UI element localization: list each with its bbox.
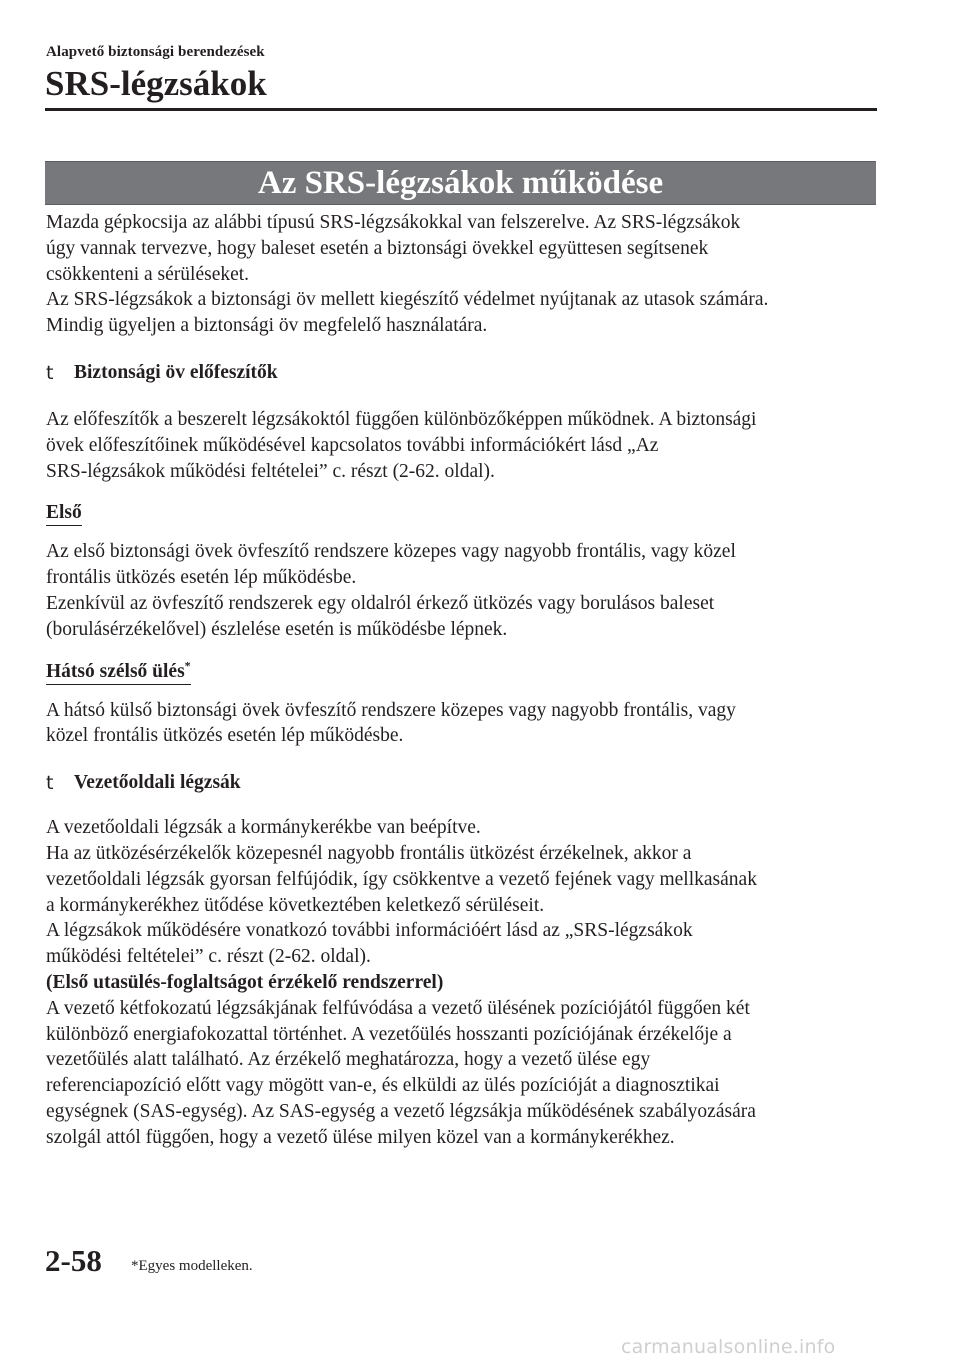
page-number: 2-58	[45, 1243, 102, 1278]
text-line: csökkenteni a sérüléseket.	[46, 263, 250, 285]
text-line: szolgál attól függően, hogy a vezető ülése milyen közel van a kormánykerékhez.	[46, 1126, 675, 1148]
rear-subsection	[46, 659, 886, 750]
text-line: különböző energiafokozattal történhet. A vezetőülés hosszanti pozíciójának érzékelője a	[46, 1023, 732, 1045]
text-line: övek előfeszítőinek működésével kapcsolatos további információkért lásd „Az	[46, 434, 659, 456]
driver-airbag-heading	[46, 770, 886, 796]
title-rule	[45, 108, 877, 111]
text-line: Mindig ügyeljen a biztonsági öv megfelelő használatára.	[46, 315, 488, 337]
front-subsection	[46, 500, 886, 642]
text-line: úgy vannak tervezve, hogy baleset esetén a biztonsági övekkel együttesen segítsenek	[46, 237, 709, 259]
rear-heading-text: Hátsó szélső ülés	[46, 660, 185, 682]
content	[46, 210, 886, 1151]
text-line: Mazda gépkocsija az alábbi típusú SRS-légzsákokkal van felszerelve. Az SRS-légzsákok	[46, 212, 741, 233]
text-line: vezetőülés alatt található. Az érzékelő meghatározza, hogy a vezető ülése egy	[46, 1049, 651, 1071]
footnote: *Egyes modelleken.	[131, 1258, 253, 1274]
text-line: a kormánykerékhez ütődése következtében keletkező sérüléseit.	[46, 894, 545, 916]
pretensioners-paragraph	[46, 407, 886, 484]
breadcrumb: Alapvető biztonsági berendezések	[46, 44, 265, 60]
text-line: SRS-légzsákok működési feltételei” c. részt (2-62. oldal).	[46, 460, 495, 482]
text-line: Ezenkívül az övfeszítő rendszerek egy oldalról érkező ütközés vagy borulásos baleset	[46, 592, 715, 614]
intro-paragraph	[46, 210, 886, 339]
heading-text: Biztonsági öv előfeszítők	[74, 361, 278, 383]
text-line: vezetőoldali légzsák gyorsan felfújódik, így csökkentve a vezető fejének vagy mellkasának	[46, 868, 757, 890]
text-line: Az előfeszítők a beszerelt légzsákoktól függően különbözőképpen működnek. A biztonsági	[46, 408, 757, 430]
text-line: közel frontális ütközés esetén lép működésbe.	[46, 725, 404, 747]
text-line: A vezetőoldali légzsák a kormánykerékbe van beépítve.	[46, 817, 481, 839]
text-line: Az első biztonsági övek övfeszítő rendszere közepes vagy nagyobb frontális, vagy közel	[46, 541, 736, 563]
front-heading: Első	[46, 502, 82, 526]
text-line: Az SRS-légzsákok a biztonsági öv mellett kiegészítő védelmet nyújtanak az utasok számára.	[46, 289, 769, 311]
front-paragraph	[46, 539, 886, 642]
driver-airbag-section	[46, 770, 886, 1150]
text-line: A légzsákok működésére vonatkozó további információért lásd az „SRS-légzsákok	[46, 920, 693, 942]
page-title: SRS-légzsákok	[45, 64, 267, 103]
driver-airbag-paragraph	[46, 815, 886, 1150]
text-line: működési feltételei” c. részt (2-62. oldal).	[46, 946, 371, 968]
text-line: A vezető kétfokozatú légzsákjának felfúvódása a vezető ülésének pozíciójától függően két	[46, 997, 750, 1019]
text-line: (borulásérzékelővel) észlelése esetén is működésbe lépnek.	[46, 618, 508, 640]
pretensioners-section	[46, 360, 886, 749]
watermark: carmanualsonline.info	[621, 1336, 836, 1358]
optional-marker: *	[184, 658, 191, 673]
text-line: frontális ütközés esetén lép működésbe.	[46, 567, 357, 589]
rear-heading	[46, 658, 191, 685]
heading-text: Vezetőoldali légzsák	[74, 772, 241, 794]
bold-text-line: (Első utasülés-foglaltságot érzékelő rendszerrel)	[46, 971, 444, 993]
bullet-icon: t	[46, 772, 54, 795]
pretensioners-heading	[46, 360, 886, 386]
bullet-icon: t	[46, 361, 54, 384]
text-line: egységnek (SAS-egység). Az SAS-egység a vezető légzsákja működésének szabályozására	[46, 1100, 756, 1122]
text-line: A hátsó külső biztonsági övek övfeszítő rendszere közepes vagy nagyobb frontális, vagy	[46, 699, 736, 721]
text-line: referenciapozíció előtt vagy mögött van-e, és elküldi az ülés pozícióját a diagnosztikai	[46, 1075, 720, 1097]
rear-paragraph	[46, 698, 886, 750]
section-banner: Az SRS-légzsákok működése	[45, 161, 876, 205]
text-line: Ha az ütközésérzékelők közepesnél nagyobb frontális ütközést érzékelnek, akkor a	[46, 842, 692, 864]
